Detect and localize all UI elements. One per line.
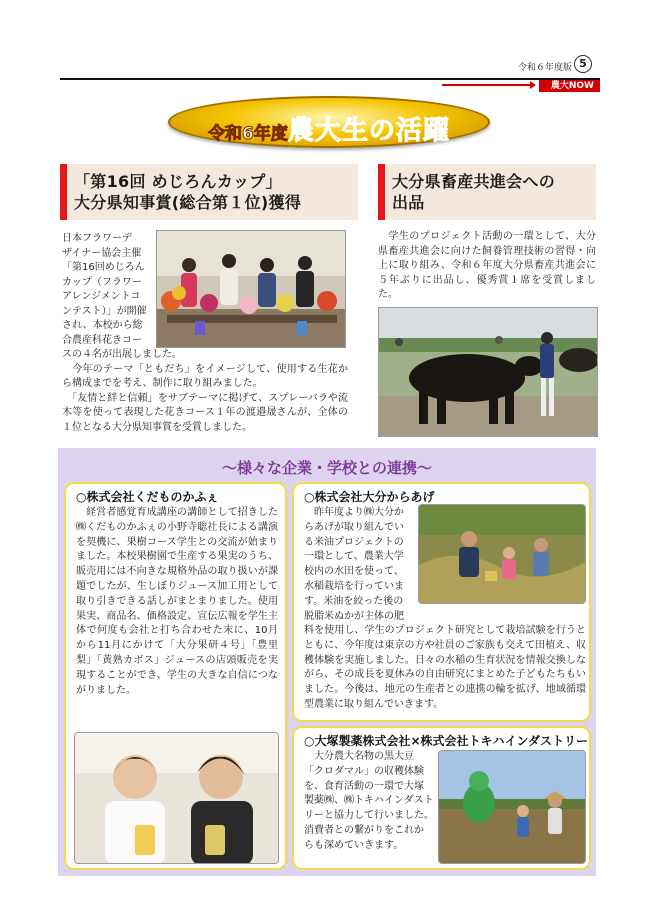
card1-body: 経営者感覚育成講座の講師として招きした㈱くだものかふぇの小野寺聡社長による講演を契機に、果樹コース学生との交流が始まりました。本校果樹園で生産する果実のうち、販売用には不向きな規格外品の取り扱いが課題でしたが、生しぼりジュース加工用として取り引きできる話しがまとまりました。使用果実、商品名、価格設定、宣伝広報を学生主体で何度も会社と打ち合わせた末に、10月から11月にかけて「大分果研４号」「豊里梨」「黄熟カボス」ジュースの店頭販売を実現することができ、学生の大きな自信につながりました。 <box>76 507 278 696</box>
card-oita-karaage <box>292 482 591 722</box>
soybean-harvest-photo <box>438 750 586 864</box>
left-intro-text <box>62 232 154 348</box>
banner-prefix: 令和6年度 <box>208 124 288 144</box>
collab-section <box>58 448 596 876</box>
card2-body: 料を使用し、学生のプロジェクト研究として栽培試験を行うとともに、今年度は東京の方や社員のご家族も交えて田植え、収穫体験を実施しました。日々の水稲の生育状況を情報交換しながら、その成長を夏休みの自由研究にまとめた子どもたちもいました。今後は、地元の生産者との連携の輪を拡げ、地域循環型農業に取り組んでいきます。 <box>304 625 586 710</box>
card-otsuka-tokiwa <box>292 726 591 870</box>
body-line: 製薬㈱、㈱トキハインダスト <box>304 795 434 807</box>
section-tag: 農大NOW <box>539 80 600 92</box>
right-headline <box>378 164 596 220</box>
left-body-text: スの４名が出展しました。 今年のテーマ「ともだち」をイメージして、使用する生花から構成までを考え、制作に取り組みました。 「友情と絆と信頼」をサブテーマに掲げて、スプレーバラや流木等を使って表現した花きコース１年の渡邉晟さんが、全体の１位となる大分県知事賞を受賞しました。 <box>62 349 348 433</box>
body-line: 大分農大名物の黒大豆 <box>304 751 414 762</box>
header-rule <box>60 78 600 80</box>
banner-title: 農大生の活躍 <box>287 116 450 146</box>
intro-line: 日本フラワーデ <box>62 233 132 244</box>
title-banner <box>168 96 490 148</box>
card3-body <box>304 750 434 854</box>
rice-harvest-photo <box>418 504 586 604</box>
juice-students-photo <box>74 732 279 864</box>
left-headline-line2: 大分県知事賞(総合第１位)獲得 <box>74 193 302 212</box>
intro-line: 「第16回めじろん <box>62 262 145 273</box>
intro-line: 校内の水田を使って、 <box>304 566 404 578</box>
left-headline-line1: 「第16回 めじろんカップ」 <box>74 172 282 191</box>
headline-accent-bar <box>60 164 67 220</box>
intro-line: アレンジメントコ <box>62 291 141 302</box>
intro-line: らあげが取り組んでい <box>304 521 404 533</box>
intro-line: ンテスト）」が開催 <box>62 305 147 317</box>
intro-line: カップ（フラワー <box>62 276 142 288</box>
body-line: を、食育活動の一環で大塚 <box>304 780 424 792</box>
right-headline-line1: 大分県畜産共進会への <box>392 172 556 191</box>
page-number: 5 <box>574 55 592 73</box>
flower-contest-photo <box>156 230 346 348</box>
intro-line: され、本校から総 <box>62 320 143 331</box>
intro-line: 一環として、農業大学 <box>304 551 404 563</box>
intro-line: 脱脂米ぬかが主体の肥 <box>304 610 404 622</box>
intro-line: 昨年度より㈱大分か <box>304 507 404 518</box>
intro-line: す。米油を絞った後の <box>304 595 404 607</box>
right-body-text: 学生のプロジェクト活動の一環として、大分県畜産共進会に向けた飼養管理技術の習得・向上に取り組み、令和６年度大分県畜産共進会に５年ぶりに出品し、優秀賞１席を受賞しました。 <box>378 231 596 300</box>
intro-line: る米油プロジェクトの <box>304 536 404 548</box>
section-arrow <box>442 84 532 86</box>
body-line: リーと協力して行いました。 <box>304 810 434 822</box>
card2-intro <box>304 506 422 624</box>
body-line: 「クロダマル」の収穫体験 <box>304 765 424 777</box>
cattle-show-photo <box>378 307 598 437</box>
edition-label: 令和６年度版 <box>517 63 572 73</box>
headline-accent-bar <box>378 164 385 220</box>
left-headline <box>60 164 358 220</box>
body-line: らも深めていきます。 <box>304 839 404 851</box>
intro-line: 合農産科花きコー <box>62 334 142 346</box>
card1-title: ○株式会社くだものかふぇ <box>76 490 219 504</box>
card-kudamono-cafe <box>64 482 287 870</box>
card2-title: ○株式会社大分からあげ <box>304 490 435 504</box>
collab-title: 〜様々な企業・学校との連携〜 <box>221 459 432 477</box>
intro-line: ザイナー協会主催 <box>62 247 142 259</box>
card3-title: ○大塚製薬株式会社×株式会社トキハインダストリー <box>304 734 589 748</box>
body-line: 消費者との繋がりをこれか <box>304 824 424 836</box>
right-headline-line2: 出品 <box>392 193 425 212</box>
intro-line: 水稲栽培を行っていま <box>304 580 404 592</box>
